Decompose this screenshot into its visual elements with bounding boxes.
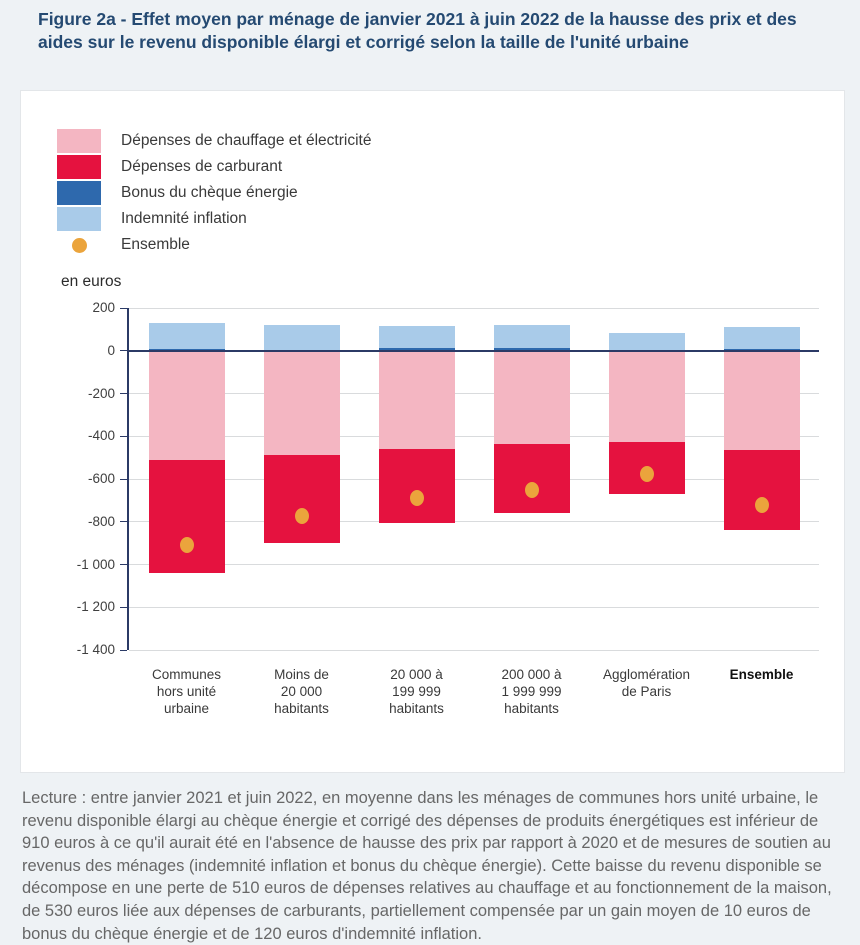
legend-item <box>57 232 371 258</box>
bar-segment-fuel <box>724 450 800 530</box>
x-category-label-line: Ensemble <box>729 667 794 682</box>
x-category-label-line: habitants <box>389 701 444 716</box>
axis-unit-label: en euros <box>61 273 122 290</box>
x-category-label-line: de Paris <box>621 684 672 699</box>
legend-label: Bonus du chèque énergie <box>121 184 298 201</box>
y-tick-label: -1 000 <box>76 556 115 572</box>
bar-segment-heating <box>609 351 685 442</box>
x-category-label <box>244 666 359 717</box>
ensemble-point <box>755 497 769 513</box>
legend-label: Indemnité inflation <box>121 210 247 227</box>
legend-item <box>57 128 371 154</box>
ensemble-point <box>525 482 539 498</box>
y-tick-mark <box>120 650 127 651</box>
bar-segment-heating <box>264 351 340 456</box>
legend-label: Dépenses de chauffage et électricité <box>121 132 372 149</box>
y-tick-label: -200 <box>87 385 115 401</box>
y-tick-mark <box>120 436 127 437</box>
x-category-label-line: Moins de <box>274 667 329 682</box>
x-category-label-line: 1 999 999 <box>501 684 562 699</box>
gridline <box>129 521 819 522</box>
gridline <box>129 393 819 394</box>
zero-axis-line <box>129 350 819 352</box>
x-axis-labels <box>129 666 819 736</box>
y-tick-mark <box>120 564 127 565</box>
x-category-label-line: Communes <box>151 667 222 682</box>
bar-segment-heating <box>494 351 570 444</box>
x-category-label-line: 20 000 à <box>390 667 443 682</box>
bar-segment-heating <box>149 351 225 460</box>
y-tick-label: -400 <box>87 428 115 444</box>
x-category-label <box>589 666 704 700</box>
x-category-label-line: 200 000 à <box>501 667 562 682</box>
figure-title: Figure 2a - Effet moyen par ménage de janvier 2021 à juin 2022 de la hausse des prix et des aides sur le revenu disponible élargi et corrigé selon la taille de l'unité urbaine <box>38 9 797 52</box>
bar-segment-fuel <box>379 449 455 523</box>
x-category-label-line: hors unité <box>156 684 217 699</box>
legend-item <box>57 206 371 232</box>
gridline <box>129 479 819 480</box>
legend-item <box>57 154 371 180</box>
bar-segment-inflation <box>379 326 455 347</box>
y-tick-label: -600 <box>87 471 115 486</box>
x-category-label-line: habitants <box>504 701 559 716</box>
legend-dot-cell <box>57 233 101 257</box>
x-category-label-line: 20 000 <box>280 684 323 699</box>
x-category-label <box>129 666 244 717</box>
bar-segment-inflation <box>264 325 340 350</box>
legend-dot-icon <box>72 238 87 253</box>
y-tick-mark <box>120 607 127 608</box>
x-category-label-line: urbaine <box>163 701 210 716</box>
x-category-label <box>704 666 819 683</box>
bar-segment-fuel <box>264 455 340 543</box>
y-tick-label: -800 <box>87 513 115 529</box>
y-tick-label: -1 200 <box>76 599 115 615</box>
legend-swatch-icon <box>57 207 101 231</box>
legend-swatch-icon <box>57 155 101 179</box>
reading-note: Lecture : entre janvier 2021 et juin 2022, en moyenne dans les ménages de communes hors unité urbaine, le revenu disponible élargi au chèque énergie et corrigé des dépenses de produits énergétiques est inférieur de 910 euros à ce qu'il aurait été en l'absence de hausse des prix par rapport à 2020 et de mesures de soutien au revenus des ménages (indemnité inflation et bonus du chèque énergie). Cette baisse du revenu disponible se décompose en une perte de 510 euros de dépenses relatives au chauffage et au fonctionnement de la maison, de 530 euros liée aux dépenses de carburants, partiellement compensée par un gain moyen de 10 euros de bonus du chèque énergie et de 120 euros d'indemnité inflation. <box>22 789 832 943</box>
legend-swatch-icon <box>57 181 101 205</box>
y-tick-label: 0 <box>107 342 115 358</box>
bar-segment-inflation <box>609 333 685 350</box>
bar-segment-inflation <box>724 327 800 348</box>
y-tick-label: -1 400 <box>76 642 115 657</box>
bar-segment-fuel <box>494 444 570 513</box>
gridline <box>129 607 819 608</box>
ensemble-point <box>180 537 194 553</box>
y-tick-label: 200 <box>92 300 115 315</box>
ensemble-point <box>640 466 654 482</box>
x-category-label <box>474 666 589 717</box>
bar-segment-heating <box>379 351 455 449</box>
x-category-label-line: Agglomération <box>602 667 691 682</box>
gridline <box>129 650 819 651</box>
bar-segment-fuel <box>149 460 225 573</box>
gridline <box>129 436 819 437</box>
y-tick-mark <box>120 479 127 480</box>
chart-legend <box>57 128 371 258</box>
x-category-label-line: habitants <box>274 701 329 716</box>
plot-area <box>76 300 819 657</box>
gridline <box>129 564 819 565</box>
y-tick-mark <box>120 350 127 351</box>
legend-swatch-icon <box>57 129 101 153</box>
gridline <box>129 308 819 309</box>
chart-card <box>20 90 845 773</box>
bar-segment-inflation <box>149 323 225 349</box>
y-tick-mark <box>120 521 127 522</box>
ensemble-point <box>295 508 309 524</box>
x-category-label-line: 199 999 <box>392 684 441 699</box>
legend-label: Ensemble <box>121 236 190 253</box>
y-tick-mark <box>120 308 127 309</box>
y-axis-line <box>127 308 129 650</box>
y-tick-mark <box>120 393 127 394</box>
ensemble-point <box>410 490 424 506</box>
legend-label: Dépenses de carburant <box>121 158 283 175</box>
bar-segment-inflation <box>494 325 570 347</box>
legend-item <box>57 180 371 206</box>
bar-segment-heating <box>724 351 800 450</box>
x-category-label <box>359 666 474 717</box>
